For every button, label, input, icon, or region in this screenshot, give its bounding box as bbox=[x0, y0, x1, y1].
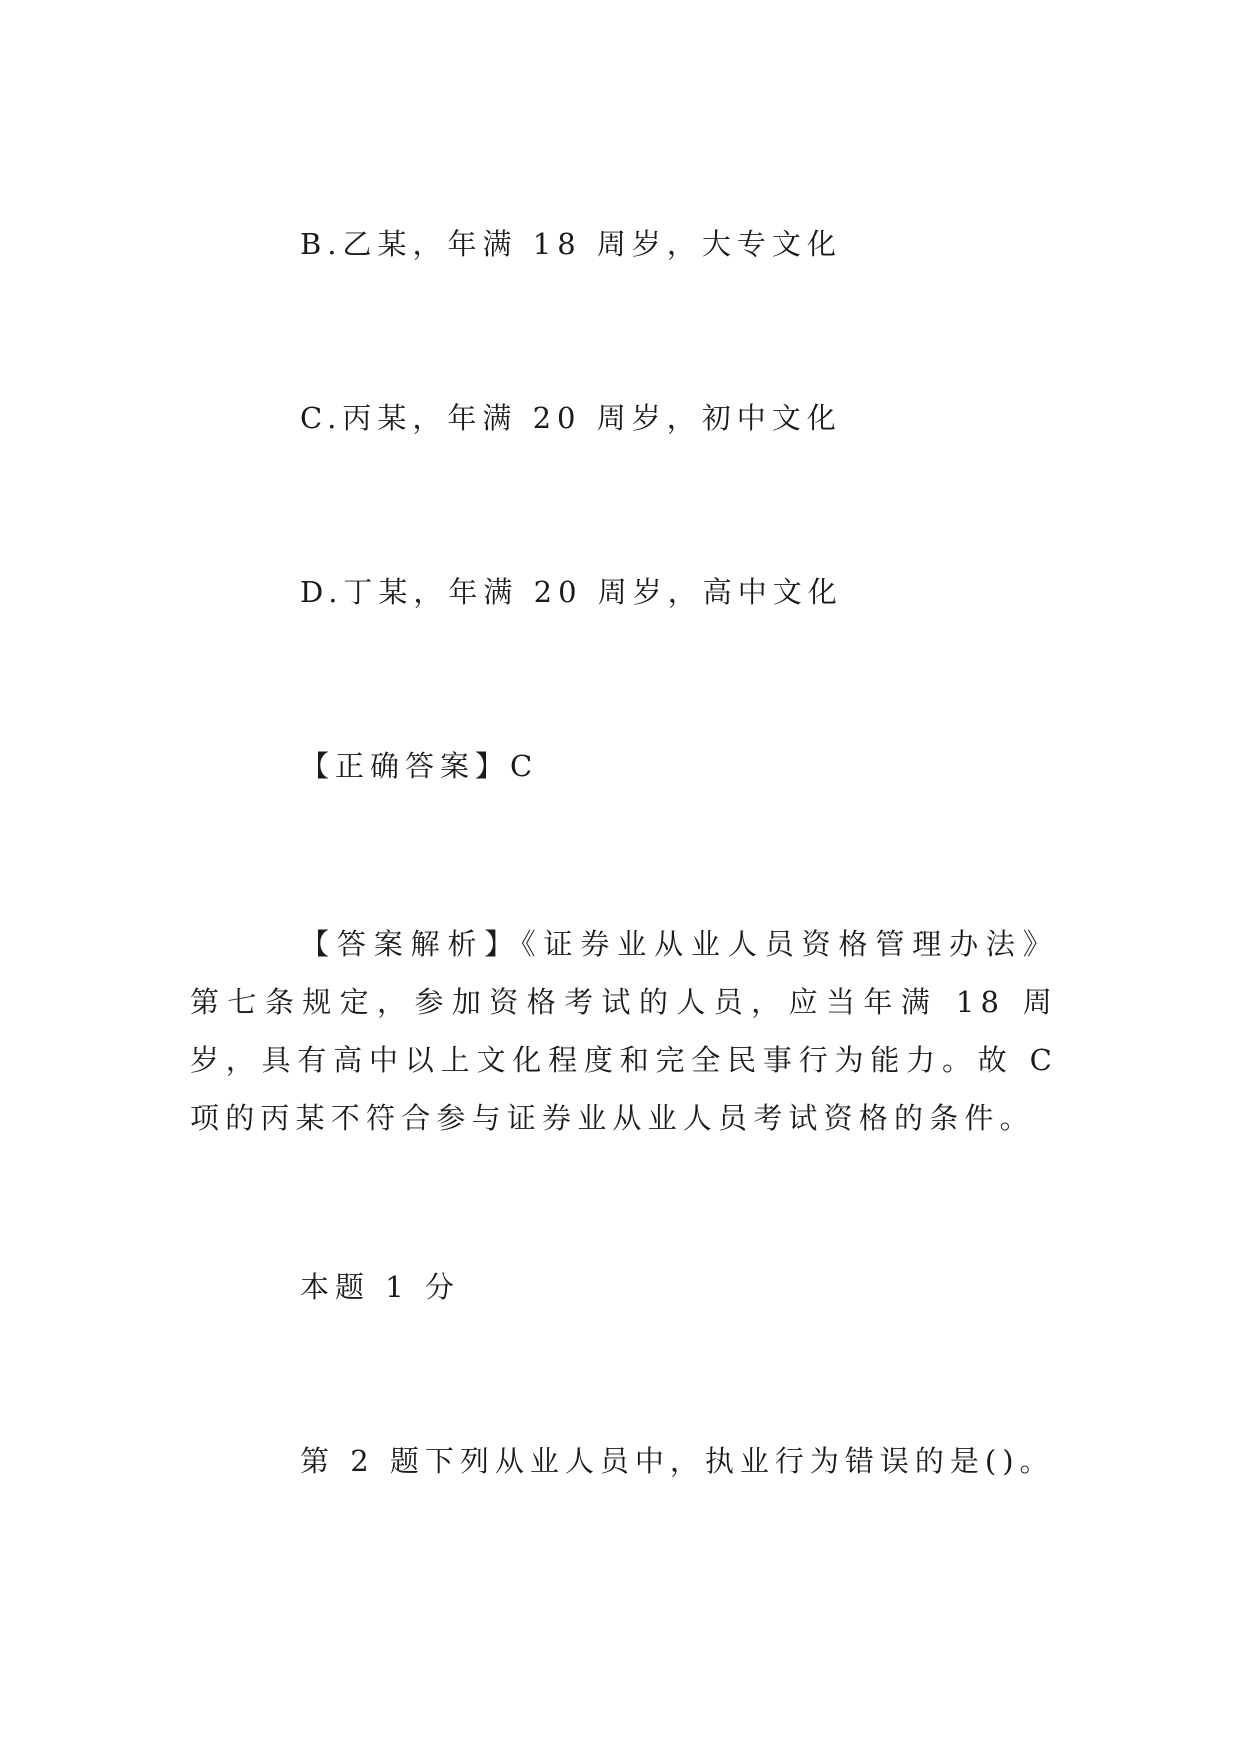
option-c: C.丙某，年满 20 周岁，初中文化 bbox=[300, 401, 842, 435]
question-2-text: 第 2 题下列从业人员中，执业行为错误的是()。 bbox=[300, 1444, 1055, 1478]
option-d: D.丁某，年满 20 周岁，高中文化 bbox=[300, 575, 843, 609]
correct-answer: 【正确答案】C bbox=[300, 749, 539, 783]
option-b: B.乙某，年满 18 周岁，大专文化 bbox=[300, 227, 842, 261]
answer-analysis: 【答案解析】《证券业从业人员资格管理办法》第七条规定，参加资格考试的人员，应当年满 18 周岁，具有高中以上文化程度和完全民事行为能力。故 C 项的丙某不符合参与证券业从业人员考试资格的条件。 bbox=[190, 927, 1058, 1135]
question-score: 本题 1 分 bbox=[300, 1270, 460, 1304]
